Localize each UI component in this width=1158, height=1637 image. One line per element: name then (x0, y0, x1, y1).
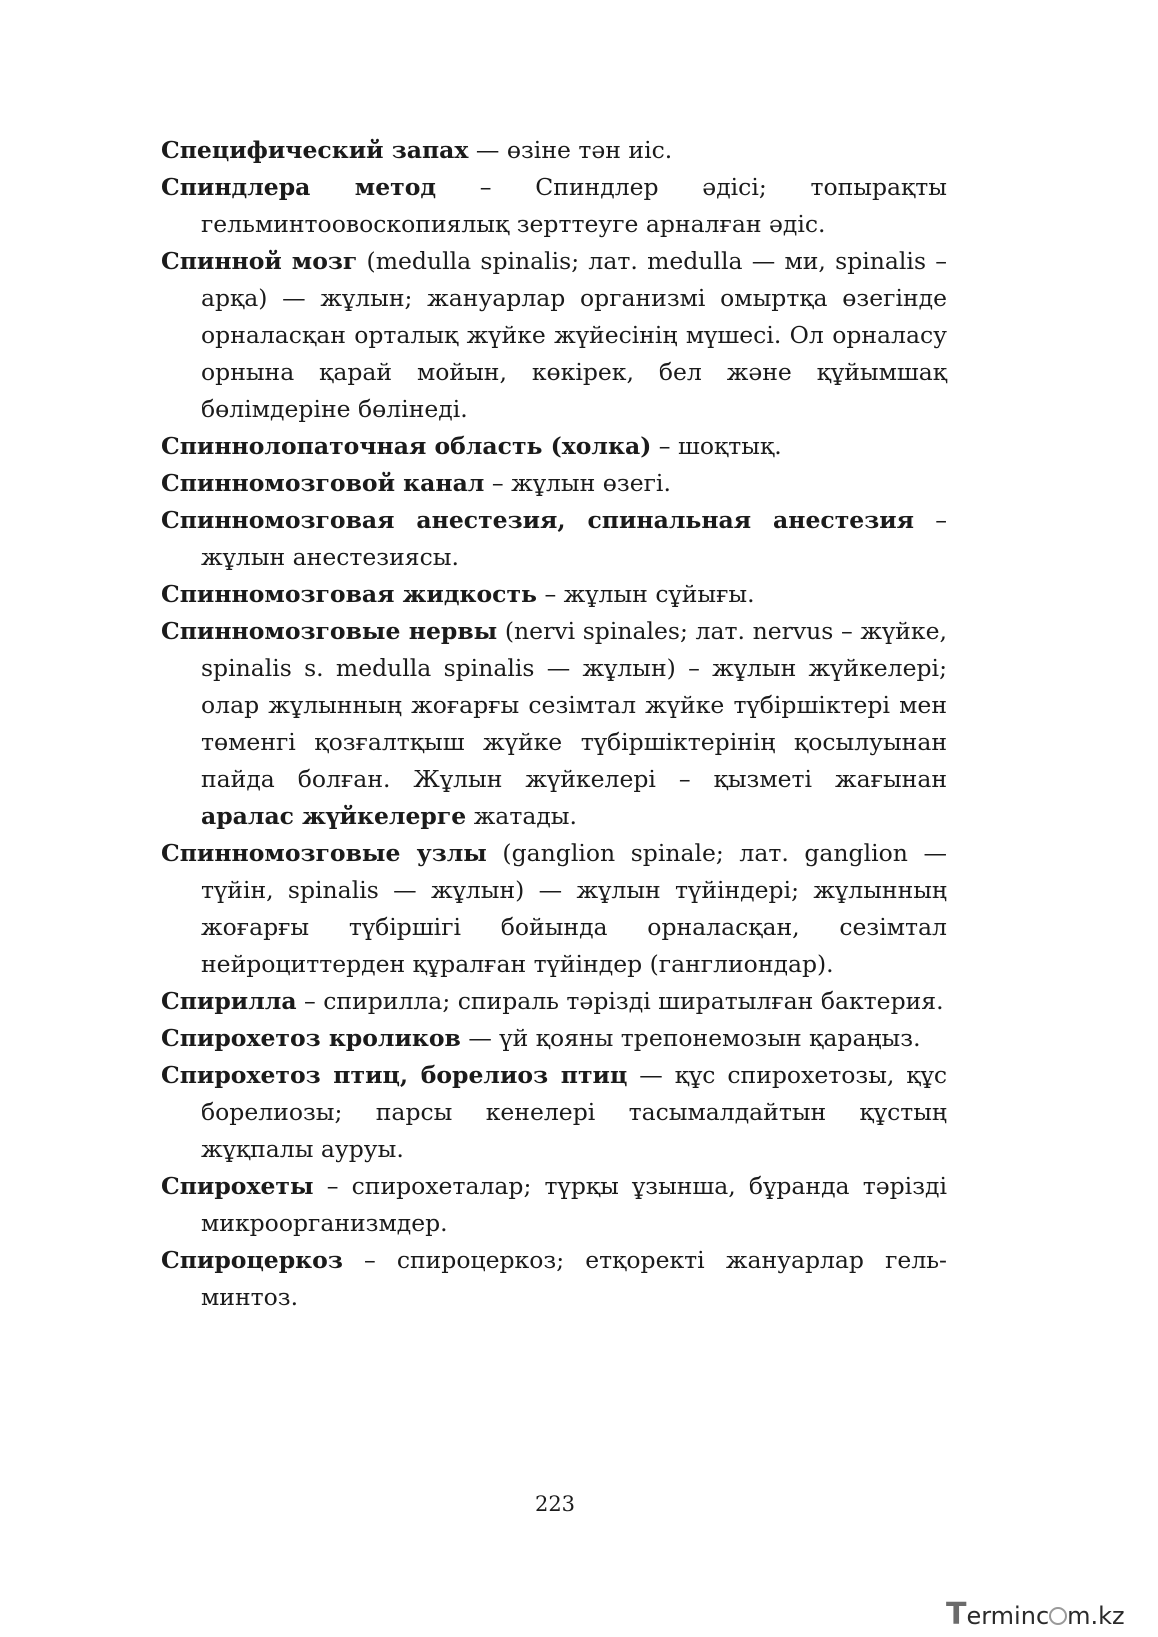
entry-definition: (ganglion spinale; лат. ganglion — түйін, spinalis — жұлын) — жұлын түйіндері; жұлынның жоғарғы түбіршігі бойында орналасқан, сезімтал нейроциттерден құралған түйіндер (ганглиондар). (201, 839, 947, 978)
dictionary-entry (161, 465, 947, 502)
page-number: 223 (534, 1492, 576, 1516)
entry-definition: – Спиндлер әдісі; топырақты гельминтоовоскопиялық зерттеуге арналған әдіс. (201, 173, 948, 238)
dictionary-entry (161, 1057, 947, 1168)
dictionary-entry (161, 835, 947, 983)
entry-definition: – жұлын анестезиясы. (201, 506, 947, 571)
entry-term: Специфический запах (161, 136, 469, 164)
dictionary-entry (161, 983, 947, 1020)
entry-term: Спирилла (161, 987, 297, 1015)
entry-term: Спиндлера метод (161, 173, 437, 201)
logo-text-mid: erminc (966, 1602, 1050, 1630)
dictionary-entry (161, 576, 947, 613)
dictionary-entry (161, 428, 947, 465)
termincom-logo[interactable] (946, 1597, 1152, 1632)
entry-definition: – спирилла; спираль тәрізді ширатылған бактерия. (296, 987, 944, 1015)
entry-definition: — құс спирохетозы, құс борелиозы; парсы кенелері тасымалдайтын құстың жұқпалы ауруы. (201, 1061, 948, 1163)
magnifier-icon (1049, 1607, 1067, 1625)
entry-term: Спирохетоз кроликов (161, 1024, 461, 1052)
entry-definition: – шоқтық. (651, 432, 782, 460)
logo-text-suffix: m.kz (1067, 1602, 1125, 1630)
entry-definition: — өзіне тән иіс. (468, 136, 673, 164)
dictionary-entry (161, 132, 947, 169)
entry-definition: — үй қояны трепонемозын қараңыз. (460, 1024, 921, 1052)
entry-term: Спироцеркоз (161, 1246, 343, 1274)
dictionary-entry (161, 502, 947, 576)
entry-term: Спинномозговой канал (161, 469, 485, 497)
entry-term: Спирохетоз птиц, борелиоз птиц (161, 1061, 628, 1089)
logo-t-mark: T (946, 1597, 967, 1632)
entry-term: Спинномозговые нервы (161, 617, 498, 645)
dictionary-entry (161, 1242, 947, 1316)
entry-definition-end: жатады. (466, 802, 577, 830)
entry-term: Спинномозговая анестезия, спинальная анестезия (161, 506, 915, 534)
entry-term: Спирохеты (161, 1172, 314, 1200)
entry-definition: – спирохеталар; түрқы ұзынша, бұранда тәрізді микроорганизмдер. (201, 1172, 947, 1237)
entry-term: Спинномозговые узлы (161, 839, 487, 867)
dictionary-entry (161, 169, 947, 243)
entry-bold-phrase: аралас жүйкелерге (201, 802, 467, 830)
dictionary-page (161, 132, 947, 1316)
dictionary-entry (161, 1168, 947, 1242)
entry-term: Спиннолопаточная область (холка) (161, 432, 652, 460)
entry-definition: – жұлын өзегі. (484, 469, 671, 497)
dictionary-entry (161, 613, 947, 835)
dictionary-entry (161, 1020, 947, 1057)
entry-definition: (medulla spinalis; лат. medulla — ми, spinalis – арқа) — жұлын; жануарлар организмі омыртқа өзегінде орналасқан орталық жүйке жүйесінің мүшесі. Ол орналасу орнына қарай мойын, көкірек, бел және құйымшақ бөлімдеріне бөлінеді. (201, 247, 947, 423)
entry-term: Спинной мозг (161, 247, 358, 275)
entry-term: Спинномозговая жидкость (161, 580, 537, 608)
entry-definition: – жұлын сұйығы. (536, 580, 755, 608)
dictionary-entry (161, 243, 947, 428)
entry-definition: – спироцеркоз; етқоректі жануарлар гельминтоз. (201, 1246, 947, 1311)
entry-definition: (nervi spinales; лат. nervus – жүйке, spinalis s. medulla spinalis — жұлын) – жұлын жүйкелері; олар жұлынның жоғарғы сезімтал жүйке түбіршіктері мен төменгі қозғалтқыш жүйке түбіршіктерінің қосылуынан пайда болған. Жұлын жүйкелері – қызметі жағынан (201, 617, 948, 793)
